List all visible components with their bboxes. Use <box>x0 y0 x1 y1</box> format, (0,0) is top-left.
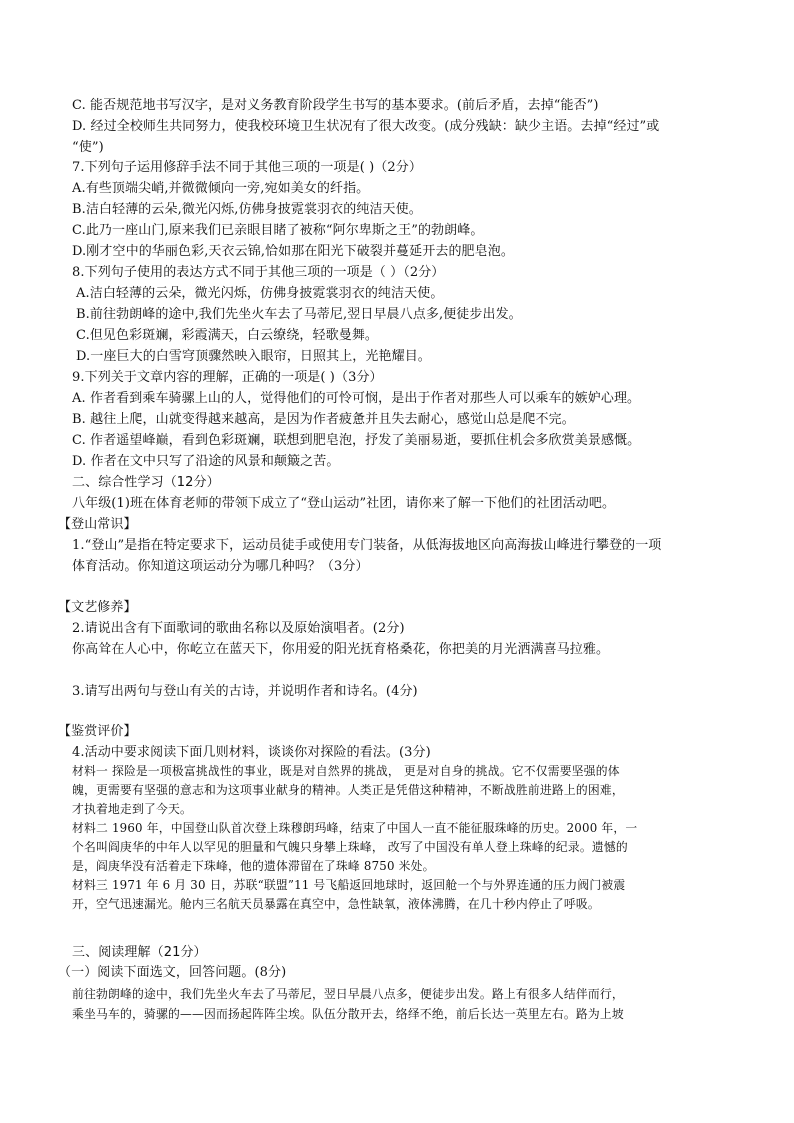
material-2-line-2: 个名叫阎庚华的中年人以罕见的胆量和气魄只身攀上珠峰， 改写了中国没有单人登上珠峰的纪录。遗憾的 <box>72 840 628 854</box>
q8-option-a: A.洁白轻薄的云朵，微光闪烁，仿佛身披霓裳羽衣的纯洁天使。 <box>76 286 444 301</box>
subheading-appreciation: 【鉴赏评价】 <box>58 724 137 739</box>
q7-option-a: A.有些顶端尖峭,并微微倾向一旁,宛如美女的纤指。 <box>72 181 370 196</box>
q8-stem: 8.下列句子使用的表达方式不同于其他三项的一项是（ ）（2分） <box>72 265 445 280</box>
material-1-line-3: 才执着地走到了今天。 <box>72 802 192 816</box>
passage-line-1: 前往勃朗峰的途中，我们先坐火车去了马蒂尼，翌日早晨八点多，便徒步出发。路上有很多人结伴而行， <box>72 987 624 1001</box>
subheading-climbing-knowledge: 【登山常识】 <box>58 517 137 532</box>
section-2-title: 二、综合性学习（12分） <box>72 475 220 490</box>
question-4: 4.活动中要求阅读下面几则材料，谈谈你对探险的看法。(3分) <box>72 745 431 760</box>
material-2-line-3: 是，阎庚华没有活着走下珠峰，他的遗体滞留在了珠峰 8750 米处。 <box>72 859 435 873</box>
passage-line-2: 乘坐马车的，骑骡的——因而扬起阵阵尘埃。队伍分散开去，络绎不绝，前后长达一英里左右。路为上坡 <box>72 1007 624 1021</box>
song-lyric: 你高耸在人心中，你屹立在蓝天下，你用爱的阳光抚育格桑花，你把美的月光洒满喜马拉雅。 <box>72 642 610 657</box>
q7-stem: 7.下列句子运用修辞手法不同于其他三项的一项是( )（2分） <box>72 160 422 175</box>
material-1-line-1: 材料一 探险是一项极富挑战性的事业，既是对自然界的挑战， 更是对自身的挑战。它不仅需要坚强的体 <box>72 764 620 778</box>
q9-option-d: D. 作者在文中只写了沿途的风景和颠簸之苦。 <box>72 454 340 469</box>
question-1: 1.“登山”是指在特定要求下，运动员徒手或使用专门装备，从低海拔地区向高海拔山峰进行攀登的一项 <box>72 538 662 553</box>
q9-stem: 9.下列关于文章内容的理解，正确的一项是( )（3分） <box>72 370 383 385</box>
material-1-line-2: 魄，更需要有坚强的意志和为这项事业献身的精神。人类正是凭借这种精神，不断战胜前进路上的困难， <box>72 783 624 797</box>
q7-option-b: B.洁白轻薄的云朵,微光闪烁,仿佛身披霓裳羽衣的纯洁天使。 <box>72 202 422 217</box>
q6-option-c: C. 能否规范地书写汉字，是对义务教育阶段学生书写的基本要求。(前后矛盾，去掉“能否”) <box>72 98 599 113</box>
q9-option-a: A. 作者看到乘车骑骡上山的人，觉得他们的可怜可悯，是出于作者对那些人可以乘车的嫉妒心理。 <box>72 391 641 406</box>
question-1-cont: 体育活动。你知道这项运动分为哪几种吗？（3分） <box>72 559 369 574</box>
question-3: 3.请写出两句与登山有关的古诗，并说明作者和诗名。(4分) <box>72 684 418 699</box>
q8-option-d: D.一座巨大的白雪穹顶骤然映入眼帘，日照其上，光艳耀目。 <box>76 349 431 364</box>
reading-part-1-title: （一）阅读下面选文，回答问题。(8分) <box>58 965 287 980</box>
question-2: 2.请说出含有下面歌词的歌曲名称以及原始演唱者。(2分) <box>72 621 405 636</box>
q7-option-c: C.此乃一座山门,原来我们已亲眼目睹了被称“阿尔卑斯之王”的勃朗峰。 <box>72 223 484 238</box>
q8-option-b: B.前往勃朗峰的途中,我们先坐火车去了马蒂尼,翌日早晨八点多,便徒步出发。 <box>76 307 522 322</box>
material-3-line-1: 材料三 1971 年 6 月 30 日，苏联“联盟”11 号飞船返回地球时，返回舱一个与外界连通的压力阀门被震 <box>72 878 626 892</box>
q7-option-d: D.刚才空中的华丽色彩,天衣云锦,恰如那在阳光下破裂并蔓延开去的肥皂泡。 <box>72 244 514 259</box>
q9-option-b: B. 越往上爬，山就变得越来越高，是因为作者疲惫并且失去耐心，感觉山总是爬不完。 <box>72 412 575 427</box>
section-3-title: 三、阅读理解（21分） <box>72 945 207 960</box>
subheading-literary: 【文艺修养】 <box>58 600 137 615</box>
q6-option-d: D. 经过全校师生共同努力，使我校环境卫生状况有了很大改变。(成分残缺：缺少主语。去掉“经过”或 <box>72 119 660 134</box>
section-2-intro: 八年级(1)班在体育老师的带领下成立了“登山运动”社团，请你来了解一下他们的社团活动吧。 <box>72 496 616 511</box>
material-3-line-2: 开，空气迅速漏光。舱内三名航天员暴露在真空中，急性缺氧，液体沸腾，在几十秒内停止了呼吸。 <box>72 897 600 911</box>
q6-option-d-cont: “使”) <box>72 140 104 155</box>
q9-option-c: C. 作者遥望峰巅，看到色彩斑斓，联想到肥皂泡，抒发了美丽易逝，要抓住机会多欣赏美景感慨。 <box>72 433 641 448</box>
q8-option-c: C.但见色彩斑斓，彩霞满天，白云缭绕，轻歌曼舞。 <box>76 328 379 343</box>
material-2-line-1: 材料二 1960 年，中国登山队首次登上珠穆朗玛峰，结束了中国人一直不能征服珠峰的历史。2000 年，一 <box>72 821 638 835</box>
